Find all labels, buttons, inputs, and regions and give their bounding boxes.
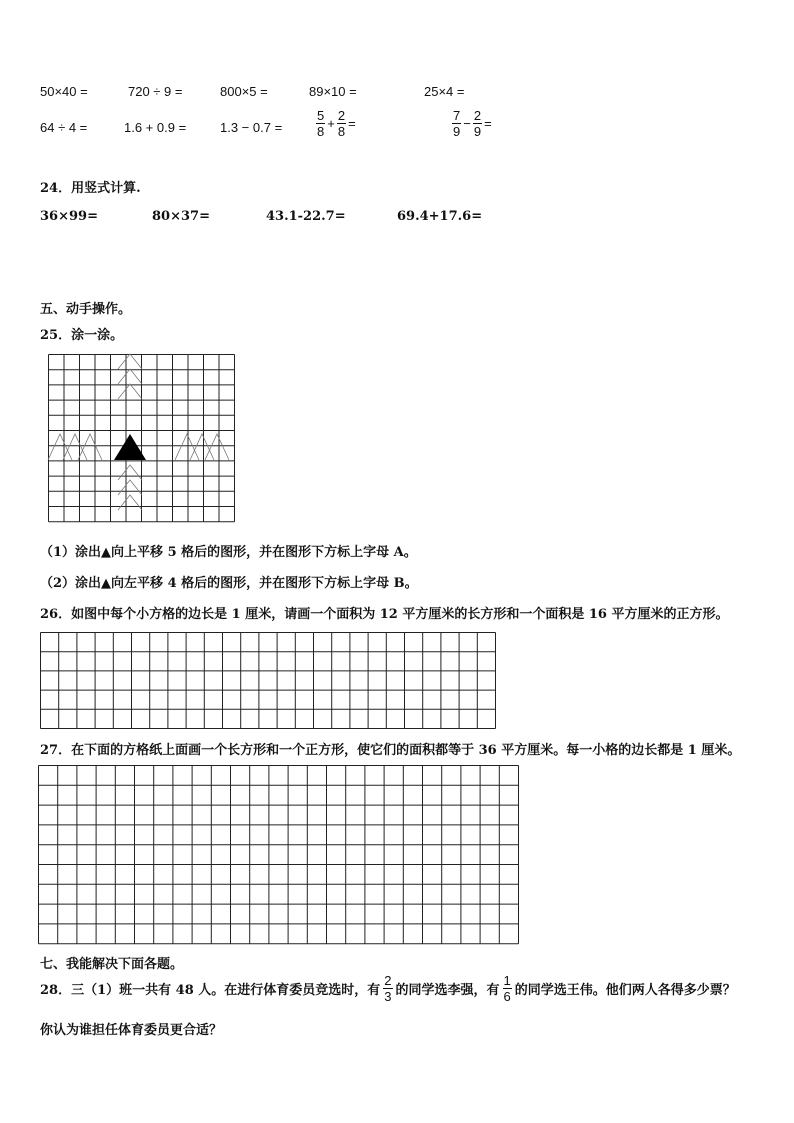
numerator: 1	[503, 973, 511, 988]
vertical-calc-item: 69.4+17.6=	[397, 209, 483, 224]
q28-text-2: 的同学选李强，有	[395, 983, 500, 998]
oral-item: 1.6 + 0.9 =	[124, 120, 187, 135]
oral-item: 1.3 − 0.7 =	[220, 120, 283, 135]
fraction-two-thirds	[383, 973, 392, 1004]
operator: +	[327, 116, 335, 131]
oral-item: 89×10 =	[309, 84, 357, 99]
equals-sign: =	[484, 116, 492, 131]
q25-sub1-text: （1）涂出▲向上平移 5 格后的图形，并在图形下方标上字母 A。	[40, 545, 417, 560]
question-28-line-2: 你认为谁担任体育委员更合适？	[40, 1023, 223, 1038]
question-25-part-2: （2）涂出▲向左平移 4 格后的图形，并在图形下方标上字母 B。	[40, 576, 418, 591]
question-28-line-1	[40, 973, 736, 1004]
oral-item: 800×5 =	[220, 84, 268, 99]
operator: −	[463, 116, 471, 131]
oral-item: 64 ÷ 4 =	[40, 120, 88, 135]
numerator: 7	[453, 108, 461, 123]
question-26-title: 26．如图中每个小方格的边长是 1 厘米，请画一个面积为 12 平方厘米的长方形和一个面积是 16 平方厘米的正方形。	[40, 607, 729, 622]
question-25-part-1	[40, 541, 417, 560]
denominator: 9	[473, 124, 482, 139]
vertical-calc-item: 36×99=	[40, 209, 98, 224]
q28-text-3: 的同学选王伟。他们两人各得多少票？	[514, 983, 736, 998]
oral-item: 25×4 =	[424, 84, 465, 99]
fraction	[316, 108, 325, 139]
denominator: 8	[337, 124, 346, 139]
question-25-title: 25．涂一涂。	[40, 328, 124, 343]
question-27-title: 27．在下面的方格纸上面画一个长方形和一个正方形，使它们的面积都等于 36 平方厘米。每一小格的边长都是 1 厘米。	[40, 743, 741, 758]
vertical-calc-item: 43.1-22.7=	[266, 209, 346, 224]
equals-sign: =	[348, 116, 356, 131]
denominator: 3	[384, 989, 392, 1004]
faint-triangle-outlines	[48, 354, 229, 510]
q28-text-1: 28．三（1）班一共有 48 人。在进行体育委员竞选时，有	[40, 983, 381, 998]
numerator: 5	[317, 108, 325, 123]
numerator: 2	[337, 108, 346, 123]
question-24-title: 24．用竖式计算.	[40, 181, 141, 196]
oral-item: 720 ÷ 9 =	[128, 84, 183, 99]
section-7-title: 七、我能解决下面各题。	[40, 957, 184, 972]
denominator: 6	[503, 989, 511, 1004]
translation-grid	[44, 352, 239, 524]
fraction	[473, 108, 482, 139]
fraction-expression	[316, 108, 358, 139]
oral-item: 50×40 =	[40, 84, 88, 99]
numerator: 2	[473, 108, 482, 123]
section-5-title: 五、动手操作。	[40, 302, 132, 317]
denominator: 8	[317, 124, 325, 139]
fraction-one-sixth	[503, 973, 512, 1004]
fraction	[337, 108, 346, 139]
grid-26	[40, 632, 496, 729]
fraction-expression	[452, 108, 494, 139]
vertical-calc-item: 80×37=	[152, 209, 210, 224]
grid-27	[38, 765, 520, 945]
numerator: 2	[384, 973, 392, 988]
denominator: 9	[453, 124, 461, 139]
fraction	[452, 108, 461, 139]
